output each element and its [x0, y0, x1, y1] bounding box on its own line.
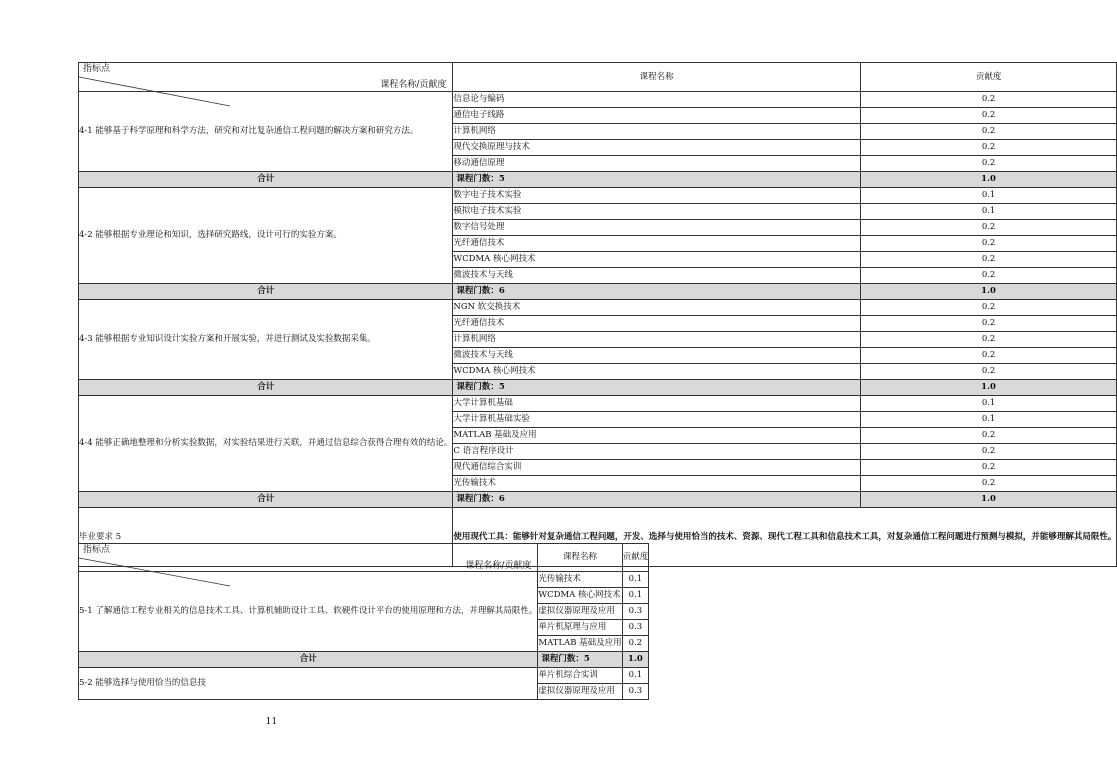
total-label-cell: 合计 [79, 284, 453, 300]
contribution-header: 贡献度 [622, 544, 649, 572]
course-name-cell: 光传输技术 [538, 572, 622, 588]
total-row [79, 172, 1117, 188]
total-row [79, 652, 649, 668]
contribution-cell: 0.1 [860, 204, 1117, 220]
course-name-cell: NGN 软交换技术 [453, 300, 860, 316]
contribution-cell: 0.2 [622, 636, 649, 652]
course-name-cell: 大学计算机基础实验 [453, 412, 860, 428]
course-name-cell: C 语言程序设计 [453, 444, 860, 460]
table-row [79, 300, 1117, 316]
contribution-cell: 0.2 [860, 444, 1117, 460]
course-contribution-table-1 [78, 62, 1117, 567]
course-count-cell: 课程门数：5 [453, 172, 860, 188]
course-name-cell: 移动通信原理 [453, 156, 860, 172]
course-count-cell: 课程门数：5 [538, 652, 622, 668]
indicator-cell: 4-1 能够基于科学原理和科学方法，研究和对比复杂通信工程问题的解决方案和研究方法。 [79, 92, 453, 172]
contribution-cell: 0.3 [622, 620, 649, 636]
total-sum-cell: 1.0 [860, 492, 1117, 508]
course-name-cell: 现代通信综合实训 [453, 460, 860, 476]
contribution-cell: 0.1 [860, 396, 1117, 412]
contribution-cell: 0.2 [860, 268, 1117, 284]
course-name-cell: 信息论与编码 [453, 92, 860, 108]
diagonal-line [79, 558, 230, 586]
table-header-row [79, 544, 649, 572]
header-bottom-label: 指标点 [83, 544, 111, 555]
contribution-cell: 0.2 [860, 300, 1117, 316]
total-row [79, 492, 1117, 508]
contribution-cell: 0.2 [860, 364, 1117, 380]
table-header-row [79, 63, 1117, 92]
course-name-cell: 计算机网络 [453, 332, 860, 348]
course-name-cell: WCDMA 核心网技术 [453, 252, 860, 268]
course-name-cell: 光纤通信技术 [453, 316, 860, 332]
table-row [79, 668, 649, 684]
page-number: 11 [265, 717, 278, 727]
contribution-cell: 0.2 [860, 252, 1117, 268]
total-sum-cell: 1.0 [860, 284, 1117, 300]
contribution-cell: 0.2 [860, 476, 1117, 492]
course-name-cell: 微波技术与天线 [453, 348, 860, 364]
contribution-cell: 0.2 [860, 348, 1117, 364]
contribution-cell: 0.2 [860, 460, 1117, 476]
header-top-label: 课程名称/贡献度 [380, 80, 447, 90]
course-name-cell: MATLAB 基础及应用 [538, 636, 622, 652]
contribution-header: 贡献度 [860, 63, 1117, 92]
total-row [79, 380, 1117, 396]
course-name-cell: 通信电子线路 [453, 108, 860, 124]
indicator-cell: 4-2 能够根据专业理论和知识，选择研究路线，设计可行的实验方案。 [79, 188, 453, 284]
course-name-cell: 现代交换原理与技术 [453, 140, 860, 156]
contribution-cell: 0.2 [860, 156, 1117, 172]
course-name-cell: 单片机综合实训 [538, 668, 622, 684]
course-name-cell: 单片机原理与应用 [538, 620, 622, 636]
contribution-cell: 0.2 [860, 220, 1117, 236]
course-count-cell: 课程门数：6 [453, 492, 860, 508]
diagonal-header-cell [79, 63, 453, 92]
contribution-cell: 0.2 [860, 124, 1117, 140]
table-row [79, 92, 1117, 108]
total-label-cell: 合计 [79, 652, 538, 668]
contribution-cell: 0.2 [860, 428, 1117, 444]
requirement-label: 毕业要求 5 [79, 508, 453, 567]
contribution-cell: 0.1 [860, 188, 1117, 204]
course-count-cell: 课程门数：5 [453, 380, 860, 396]
total-sum-cell: 1.0 [860, 172, 1117, 188]
indicator-cell: 5-1 了解通信工程专业相关的信息技术工具、计算机辅助设计工具、软硬件设计平台的使用原理和方法，并理解其局限性。 [79, 572, 538, 652]
contribution-cell: 0.3 [622, 604, 649, 620]
contribution-cell: 0.2 [860, 236, 1117, 252]
header-bottom-label: 指标点 [83, 64, 111, 74]
contribution-cell: 0.1 [622, 572, 649, 588]
course-name-cell: 虚拟仪器原理及应用 [538, 684, 622, 700]
contribution-cell: 0.3 [622, 684, 649, 700]
course-name-cell: WCDMA 核心网技术 [538, 588, 622, 604]
table-row [79, 188, 1117, 204]
course-count-cell: 课程门数：6 [453, 284, 860, 300]
course-name-cell: 虚拟仪器原理及应用 [538, 604, 622, 620]
indicator-cell: 4-3 能够根据专业知识设计实验方案和开展实验，并进行测试及实验数据采集。 [79, 300, 453, 380]
contribution-cell: 0.1 [860, 412, 1117, 428]
contribution-cell: 0.2 [860, 140, 1117, 156]
course-name-cell: 数字电子技术实验 [453, 188, 860, 204]
contribution-cell: 0.2 [860, 332, 1117, 348]
total-label-cell: 合计 [79, 380, 453, 396]
total-label-cell: 合计 [79, 172, 453, 188]
course-name-header: 课程名称 [538, 544, 622, 572]
diagonal-header-cell [79, 544, 538, 572]
indicator-cell: 5-2 能够选择与使用恰当的信息技 [79, 668, 538, 700]
table-row [79, 396, 1117, 412]
contribution-cell: 0.2 [860, 92, 1117, 108]
contribution-cell: 0.1 [622, 588, 649, 604]
course-name-cell: 光传输技术 [453, 476, 860, 492]
contribution-cell: 0.1 [622, 668, 649, 684]
course-name-cell: WCDMA 核心网技术 [453, 364, 860, 380]
total-sum-cell: 1.0 [622, 652, 649, 668]
course-name-header: 课程名称 [453, 63, 860, 92]
diagonal-line [79, 77, 230, 106]
course-name-cell: 微波技术与天线 [453, 268, 860, 284]
total-label-cell: 合计 [79, 492, 453, 508]
contribution-cell: 0.2 [860, 108, 1117, 124]
indicator-cell: 4-4 能够正确地整理和分析实验数据，对实验结果进行关联，并通过信息综合获得合理有效的结论。 [79, 396, 453, 492]
course-contribution-table-2 [78, 543, 649, 700]
course-name-cell: 光纤通信技术 [453, 236, 860, 252]
total-sum-cell: 1.0 [860, 380, 1117, 396]
course-name-cell: 大学计算机基础 [453, 396, 860, 412]
header-top-label: 课程名称/贡献度 [465, 560, 532, 571]
course-name-cell: 数字信号处理 [453, 220, 860, 236]
total-row [79, 284, 1117, 300]
course-name-cell: MATLAB 基础及应用 [453, 428, 860, 444]
requirement-text: 使用现代工具：能够针对复杂通信工程问题，开发、选择与使用恰当的技术、资源、现代工程工具和信息技术工具，对复杂通信工程问题进行预测与模拟，并能够理解其局限性。 [453, 508, 1117, 567]
course-name-cell: 模拟电子技术实验 [453, 204, 860, 220]
course-name-cell: 计算机网络 [453, 124, 860, 140]
contribution-cell: 0.2 [860, 316, 1117, 332]
